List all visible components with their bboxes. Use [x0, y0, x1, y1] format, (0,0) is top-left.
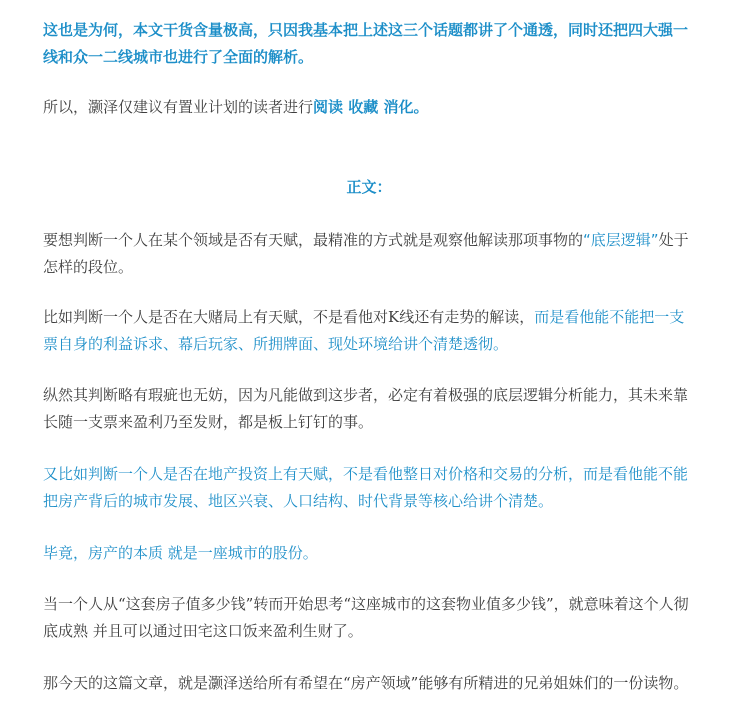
paragraph-4: 又比如判断一个人是否在地产投资上有天赋，不是看他整日对价格和交易的分析，而是看他能不能把房产背后的城市发展、地区兴衰、人口结构、时代背景等核心给讲个清楚。	[43, 465, 689, 510]
paragraph-1	[43, 227, 695, 281]
p2-highlight: 而是看他能不能把一支票自身的利益诉求、幕后玩家、所拥牌面、现处环境给讲个清楚透彻。	[43, 308, 685, 353]
p1-suffix: 处于怎样的段位。	[43, 231, 689, 276]
paragraph-3: 纵然其判断略有瑕疵也无妨，因为凡能做到这步者，必定有着极强的底层逻辑分析能力，其未来靠长随一支票来盈利乃至发财，都是板上钉钉的事。	[43, 386, 689, 431]
paragraph-5: 毕竟，房产的本质 就是一座城市的股份。	[43, 544, 318, 562]
intro-paragraph: 这也是为何，本文干货含量极高，只因我基本把上述这三个话题都讲了个通透，同时还把四大强一线和众一二线城市也进行了全面的解析。	[43, 21, 689, 66]
paragraph-7: 那今天的这篇文章，就是灏泽送给所有希望在“房产领域”能够有所精进的兄弟姐妹们的一份读物。	[43, 674, 689, 692]
p2-prefix: 比如判断一个人是否在大赌局上有天赋，不是看他对K线还有走势的解读，	[43, 308, 535, 326]
p1-prefix: 要想判断一个人在某个领域是否有天赋，最精准的方式就是观察他解读那项事物的	[43, 231, 584, 249]
advice-action: 阅读 收藏 消化。	[313, 98, 429, 116]
paragraph-6: 当一个人从“这套房子值多少钱”转而开始思考“这座城市的这套物业值多少钱”，就意味着这个人彻底成熟 并且可以通过田宅这口饭来盈利生财了。	[43, 595, 689, 640]
advice-prefix: 所以，灏泽仅建议有置业计划的读者进行	[43, 98, 314, 116]
section-title: 正文：	[346, 178, 392, 196]
advice-paragraph	[43, 94, 695, 121]
paragraph-2	[43, 304, 695, 358]
p1-link: “底层逻辑”	[583, 231, 659, 249]
